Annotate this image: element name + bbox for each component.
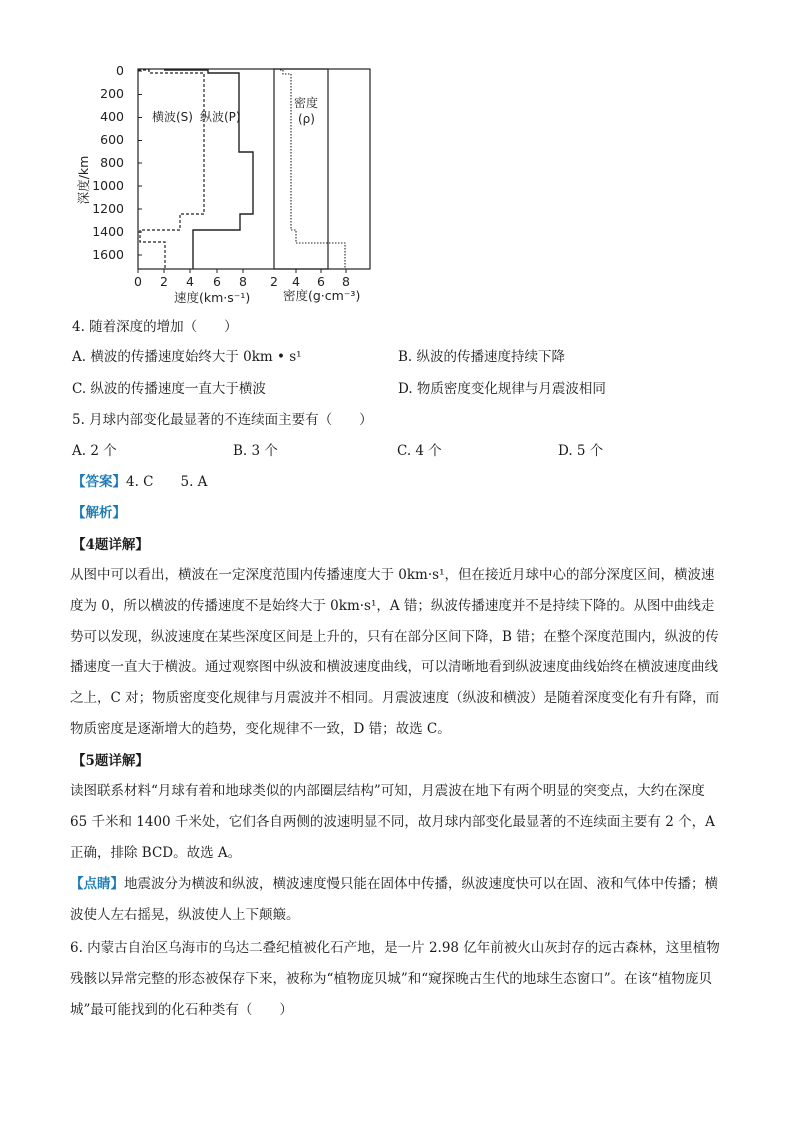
density-symbol: (ρ) — [298, 112, 315, 126]
density-x-tick-6: 6 — [317, 274, 325, 289]
detail4-heading: 【4题详解】 — [72, 537, 149, 553]
q5-option-a: A. 2 个 — [72, 443, 117, 459]
s-wave-curve — [138, 70, 204, 269]
q4-option-a: A. 横波的传播速度始终大于 0km • s¹ — [72, 349, 302, 365]
analysis-tag: 【解析】 — [72, 505, 126, 521]
dianjing-tag: 【点睛】 — [70, 876, 124, 892]
density-label: 密度 — [294, 96, 319, 110]
density-x-tick-4: 4 — [292, 274, 300, 289]
q4-option-d: D. 物质密度变化规律与月震波相同 — [398, 381, 606, 397]
y-tick-1200: 1200 — [92, 201, 124, 216]
y-tick-1000: 1000 — [92, 178, 124, 193]
y-tick-400: 400 — [100, 109, 124, 124]
q6-text: 6. 内蒙古自治区乌海市的乌达二叠纪植被化石产地，是一片 2.98 亿年前被火山灰封存的远古森林，这里植物残骸以异常完整的形态被保存下来，被称为“植物庞贝城”和“窥探晚古生代的地球生态窗口”。在该“植物庞贝城”最可能找到的化石种类有（ ） — [70, 940, 720, 1018]
q4-option-c: C. 纵波的传播速度一直大于横波 — [72, 381, 266, 397]
q5-option-d: D. 5 个 — [558, 443, 604, 459]
detail5-heading: 【5题详解】 — [72, 753, 149, 769]
y-tick-200: 200 — [100, 86, 124, 101]
q5-option-b: B. 3 个 — [233, 443, 278, 459]
density-panel — [270, 69, 370, 303]
x-axis-label: 速度(km·s⁻¹) — [174, 290, 251, 305]
x-tick-4: 4 — [186, 274, 194, 289]
detail5-text: 读图联系材料“月球有着和地球类似的内部圈层结构”可知，月震波在地下有两个明显的突变点，大约在深度 65 千米和 1400 千米处，它们各自两侧的波速明显不同，故月球内部变化最显著的不连续面主要有 2 个，A 正确，排除 BCD。故选 A。 — [70, 783, 715, 861]
p-wave-curve — [164, 70, 253, 269]
y-tick-1600: 1600 — [92, 247, 124, 262]
answer-text: 4. C 5. A — [126, 474, 208, 490]
detail4-text: 从图中可以看出，横波在一定深度范围内传播速度大于 0km·s¹，但在接近月球中心的部分深度区间，横波速度为 0，所以横波的传播速度不是始终大于 0km·s¹，A 错；纵波传播速度并不是持续下降的。从图中曲线走势可以发现，纵波速度在某些深度区间是上升的，只有在部分区间下降，B 错；在整个深度范围内，纵波的传播速度一直大于横波。通过观察图中纵波和横波速度曲线，可以清晰地看到纵波速度曲线始终在横波速度曲线之上，C 对；物质密度变化规律与月震波并不相同。月震波速度（纵波和横波）是随着深度变化有升有降，而物质密度是逐渐增大的趋势，变化规律不一致，D 错；故选 C。 — [70, 567, 720, 737]
x-tick-0: 0 — [134, 274, 142, 289]
density-panel-frame — [274, 69, 370, 269]
q5-stem: 5. 月球内部变化最显著的不连续面主要有（ ） — [72, 412, 373, 428]
y-axis-label: 深度/km — [76, 155, 91, 205]
y-tick-800: 800 — [100, 155, 124, 170]
y-tick-600: 600 — [100, 132, 124, 147]
dianjing-text: 地震波分为横波和纵波，横波速度慢只能在固体中传播，纵波速度快可以在固、液和气体中传播；横波使人左右摇晃，纵波使人上下颠簸。 — [70, 876, 718, 923]
answer-tag: 【答案】 — [72, 474, 126, 490]
density-x-axis-label: 密度(g·cm⁻³) — [283, 288, 361, 303]
y-tick-1400: 1400 — [92, 224, 124, 239]
y-tick-0: 0 — [116, 63, 124, 78]
answer-line — [72, 473, 207, 491]
q4-option-b: B. 纵波的传播速度持续下降 — [398, 349, 566, 365]
q5-option-c: C. 4 个 — [397, 443, 442, 459]
s-wave-label: 横波(S) — [152, 110, 193, 124]
density-x-tick-2: 2 — [270, 274, 278, 289]
p-wave-label: 纵波(P) — [200, 110, 241, 124]
x-tick-8: 8 — [239, 274, 247, 289]
x-tick-2: 2 — [160, 274, 168, 289]
density-x-tick-8: 8 — [342, 274, 350, 289]
x-tick-6: 6 — [213, 274, 221, 289]
q4-stem: 4. 随着深度的增加（ ） — [72, 319, 238, 335]
moon-seismic-figure — [60, 60, 390, 310]
dianjing-block — [70, 869, 726, 931]
